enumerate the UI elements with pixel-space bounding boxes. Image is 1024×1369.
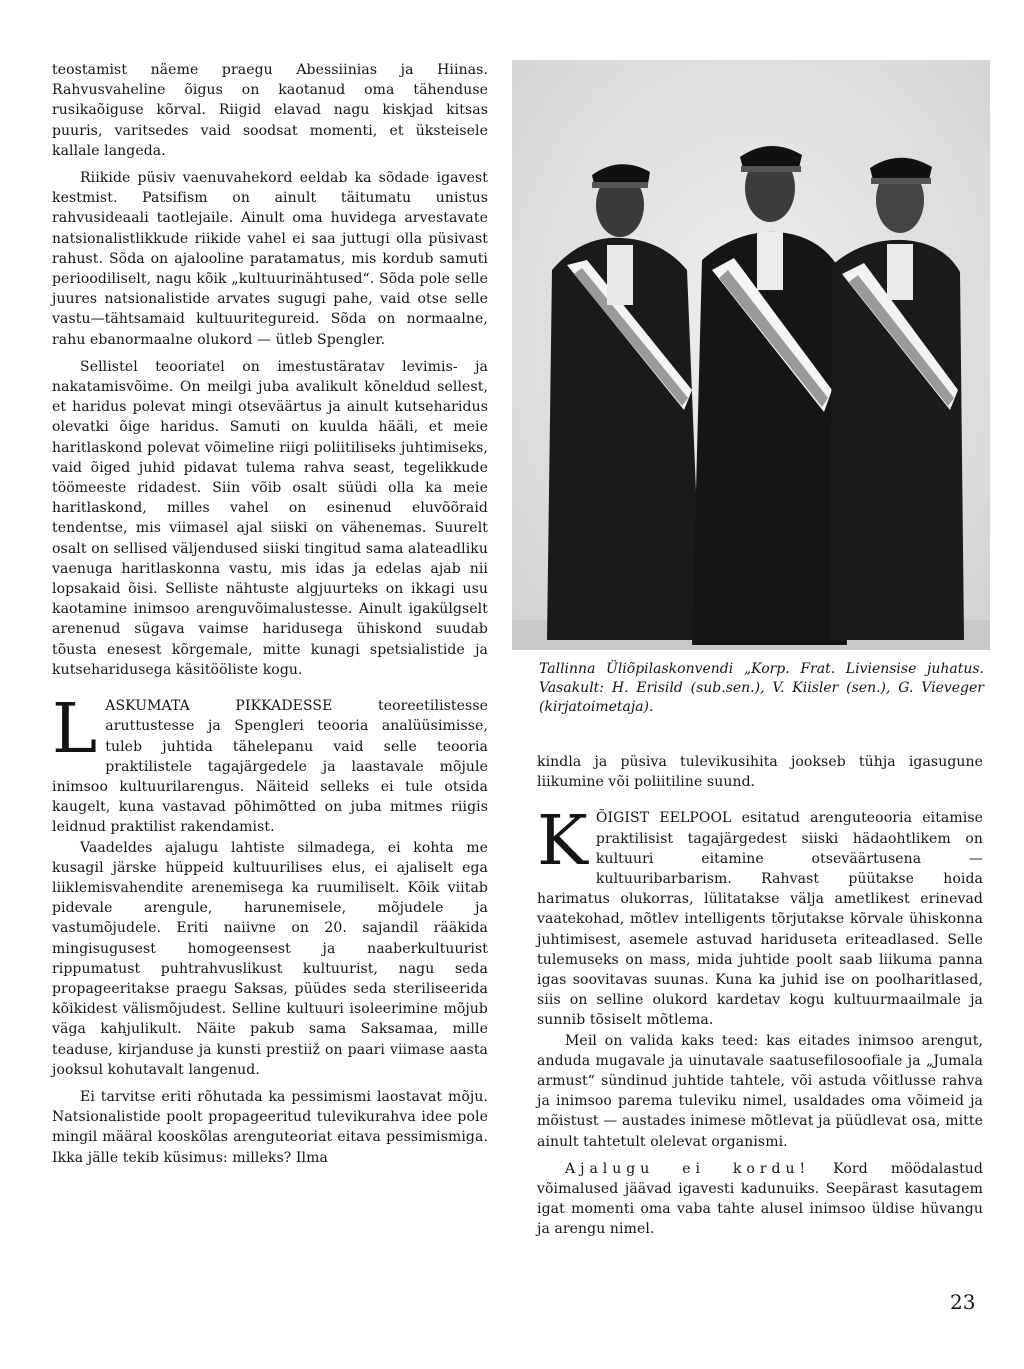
page-number: 23 [950, 1290, 976, 1314]
paragraph: teostamist näeme praegu Abessiinias ja Hiinas. Rahvusvaheline õigus on kaotanud oma tähenduse rusikaõiguse kõrval. Riigid elavad nagu kiskjad kitsas puuris, varitsedes vaid soodsat momenti, et üksteisele kallale langeda. [52, 62, 488, 159]
paragraph-text: ASKUMATA PIKKADESSE teoreetilistesse aruttustesse ja Spengleri teooria analüüsimisse, tuleb juhtida tähelepanu vaid selle teooria praktilistele tagajärgedele ja laastavale mõjule inimsoo kultuurilarengus. Näiteid selleks ei tule otsida kaugelt, kuna vastavad põhimõtted on juba mitmes riigis leidnud praktilist rakendamist. [52, 698, 488, 836]
spaced-emphasis: Ajalugu ei kordu! [565, 1160, 811, 1177]
paragraph [537, 1159, 983, 1240]
paragraph: Ei tarvitse eriti rõhutada ka pessimismi laostavat mõju. Natsionalistide poolt propageeritud tulevikurahva idee pole mingil määral kooskõlas arenguteoriat eitava pessimismiga. Ikka jälle tekib küsimus: milleks? Ilma [52, 1088, 488, 1166]
photo-caption: Tallinna Üliõpilaskonvendi „Korp. Frat. Liviensise juhatus. Vasakult: H. Erisild (sub.sen.), V. Kiisler (sen.), G. Vieveger (kirjatoimetaja). [539, 661, 984, 715]
drop-cap-paragraph [537, 802, 983, 1030]
paragraph: Sellistel teooriatel on imestustäratav levimis- ja nakatamisvõime. On meilgi juba avalikult kõneldud sellest, et haridus polevat mingi otseväärtus ja ainult kutseharidus olevatki õige haridus. Samuti on kuulda hääli, et meie haritlaskond polevat võimeline riigi poliitiliseks juhtimiseks, vaid õiged juhid pidavat tulema rahva seast, tegelikkude töömeeste ridadest. Siin võib osalt süüdi olla ka meie haritlaskond, milles vahel on esinenud eluvõõraid tendentse, mis viimasel ajal siiski on vähenemas. Suurelt osalt on sellised väljendused siiski tingitud sama alateadliku vaenuga haritlaskonna vastu, mis idas ja edelas ajab nii lopsakaid õisi. Selliste nähtuste algjuurteks on ikkagi usu kaotamine inimsoo arenguvõimalustesse. Ainult igakülgselt arenenud sügava vaimse haridusega ühiskond suudab tõusta enesest kõrgemale, mitte kunagi spetsialistide ja kutseharidusega käsitööliste kogu. [52, 358, 488, 678]
drop-cap-letter: L [52, 690, 98, 770]
right-text-column [537, 752, 983, 1240]
paragraph: Meil on valida kaks teed: kas eitades inimsoo arengut, anduda mugavale ja uinutavale saatusefilosoofiale ja „Jumala armust“ sündinud juhtide tahtele, või astuda võitlusse rahva ja inimsoo parema tuleviku nimel, usaldades oma võimeid ja mõistust — austades inimese mõtlevat ja püüdlevat osa, mitte ainult tahtetult olelevat organismi. [537, 1032, 983, 1150]
paragraph-text: ÕIGIST EELPOOL esitatud arenguteooria eitamise praktilisist tagajärgedest siiski hädaohtlikem on kultuuri eitamine otseväärtusena — kultuuribarbarism. Rahvast püütakse hoida harimatus olukorras, lülitatakse välja ametlikest erinevad vaatekohad, mõtlev intelligents tõrjutakse kõrvale ühiskonna juhtimisest, asemele astuvad hariduseta eriteadlased. Selle tulemuseks on mass, mida juhtide poolt saab liikuma panna igas soovitavas suunas. Kuna ka juhid ise on poolharitlased, siis on selline olukord kardetav kogu kultuurmaailmale ja sunnib tõsiselt mõtlema. [537, 810, 983, 1029]
paragraph: Riikide püsiv vaenuvahekord eeldab ka sõdade igavest kestmist. Patsifism on ainult täitumatu unistus rahvusideaali taotlejaile. Ainult oma huvidega arvestavate natsionalistlikkude riikide vahel ei saa juttugi olla püsivast rahust. Sõda on ajalooline paratamatus, mis kordub samuti perioodiliselt, nagu kõik „kultuurinähtused“. Sõda pole selle juures natsionalistide arvates sugugi pahe, vaid otse selle vastu—tähtsamaid kultuuritegureid. Sõda on normaalne, rahu ebanormaalne olukord — ütleb Spengler. [52, 170, 488, 348]
group-photo [512, 60, 990, 650]
paragraph: kindla ja püsiva tulevikusihita jookseb tühja igasugune liikumine või poliitiline suund. [537, 754, 983, 791]
drop-cap-paragraph [52, 690, 488, 837]
photo-illustration [512, 60, 990, 650]
left-text-column [52, 60, 488, 1168]
drop-cap-letter: K [537, 802, 588, 882]
paragraph: Vaadeldes ajalugu lahtiste silmadega, ei kohta me kusagil järske hüppeid kultuurilises elus, ei ajaliselt ega liiklemisvahendite arenemisega ka ruumiliselt. Kõik viitab pidevale arengule, harunemisele, mõjudele ja vastumõjudele. Eriti naiivne on 20. sajandil rääkida mingisugusest homogeensest ja naaberkultuurist rippumatust puhtrahvuslikust kultuurist, nagu seda propageeritakse praegu Saksas, püüdes seda steriliseerida kõikidest välismõjudest. Selline kultuuri isoleerimine mõjub väga kahjulikult. Näite pakub sama Saksamaa, mille teaduse, kirjanduse ja kunsti prestiiž on paari viimase aasta jooksul kohutavalt langenud. [52, 839, 488, 1078]
paragraph-text: Kord möödalastud võimalused jäävad igavesti kadunuiks. Seepärast kasutagem igat momenti oma vaba tahte alusel inimsoo üldise hüvangu ja arengu nimel. [537, 1160, 983, 1238]
